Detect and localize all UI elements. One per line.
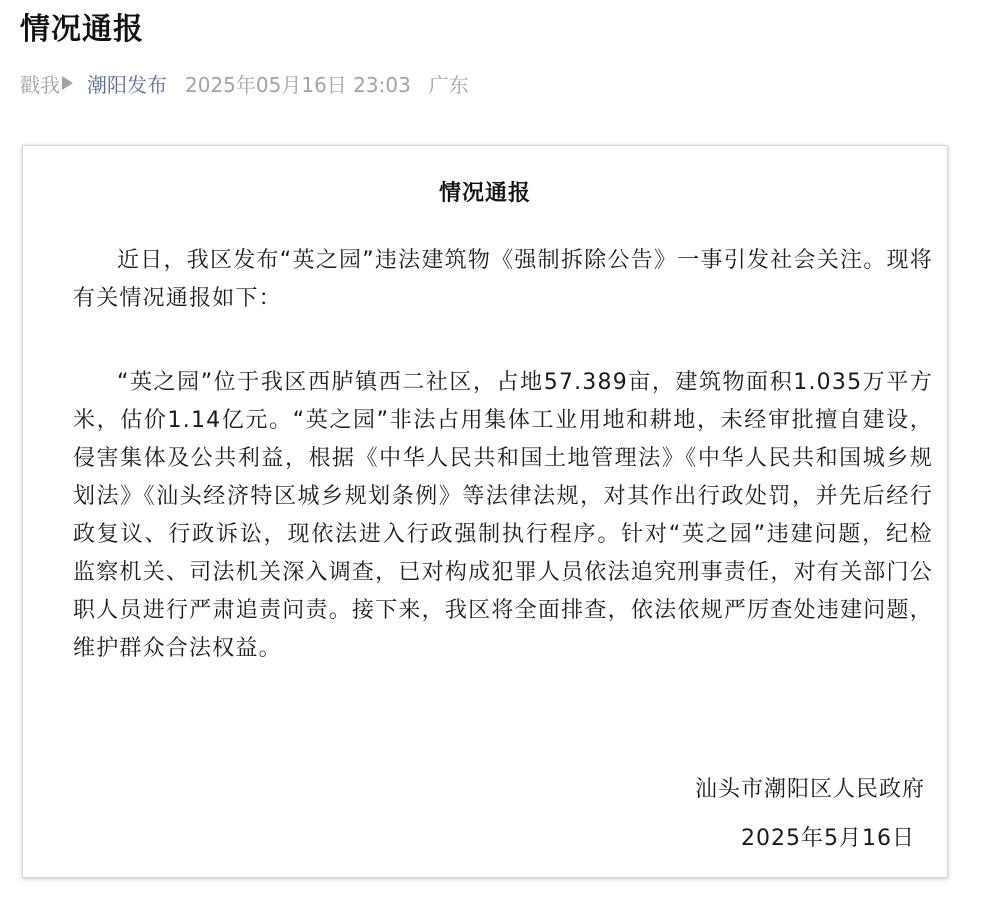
publish-datetime: 2025年05月16日 23:03: [185, 72, 411, 97]
signature-date: 2025年5月16日: [741, 826, 915, 851]
notice-heading: 情况通报: [438, 181, 531, 206]
source-account-link[interactable]: 潮阳发布: [87, 72, 167, 97]
publish-location: 广东: [428, 72, 469, 97]
article-meta: [20, 69, 469, 97]
tag-label: 戳我: [20, 72, 60, 97]
play-arrow-icon: [62, 76, 73, 90]
tag-link[interactable]: [20, 69, 87, 98]
notice-paragraph: “英之园”位于我区西胪镇西二社区，占地57.389亩，建筑物面积1.035万平方米，估价1.14亿元。“英之园”非法占用集体工业用地和耕地，未经审批擅自建设，侵害集体及公共利益，根据《中华人民共和国土地管理法》《中华人民共和国城乡规划法》《汕头经济特区城乡规划条例》等法律法规，对其作出行政处罚，并先后经行政复议、行政诉讼，现依法进入行政强制执行程序。针对“英之园”违建问题，纪检监察机关、司法机关深入调查，已对构成犯罪人员依法追究刑事责任，对有关部门公职人员进行严肃追责问责。接下来，我区将全面排查，依法依规严厉查处违建问题，维护群众合法权益。: [73, 370, 933, 661]
article-title: 情况通报: [20, 12, 144, 47]
notice-image: [22, 145, 948, 878]
notice-paragraph: 近日，我区发布“英之园”违法建筑物《强制拆除公告》一事引发社会关注。现将有关情况通报如下：: [73, 248, 933, 311]
signature-organization: 汕头市潮阳区人民政府: [694, 777, 925, 802]
